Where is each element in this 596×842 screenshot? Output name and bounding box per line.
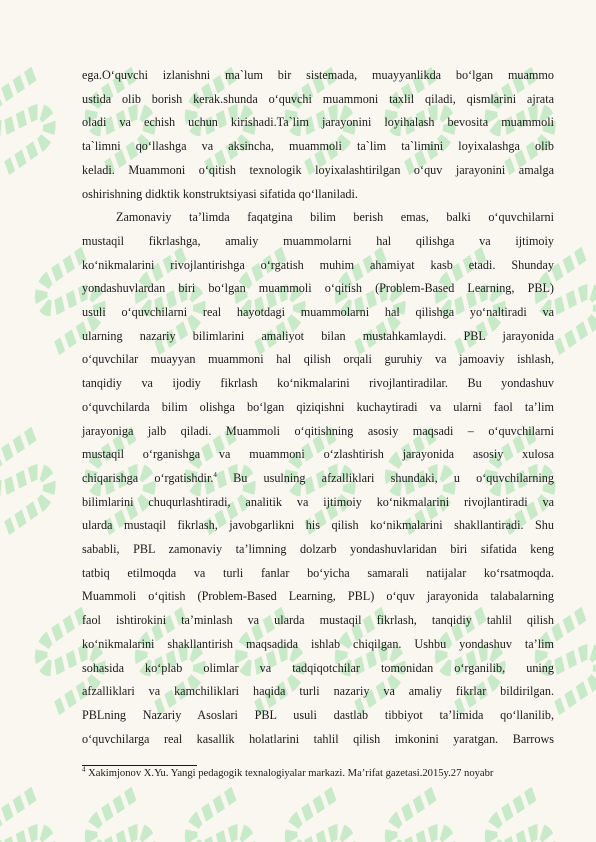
text-line: sababli, PBL zamonaviy ta’limning dolzarb yondashuvlaridan biri sifatida keng <box>82 542 554 557</box>
watermark-glyph <box>485 794 556 842</box>
footnote-marker: 4 <box>82 765 86 774</box>
text-line: ko‘nikmalarini shakllantirish maqsadida ishlab chiqilgan. Ushbu yondashuv ta’lim <box>82 636 554 651</box>
text-line: jarayoniga jalb qiladi. Muammoli o‘qitishning asosiy maqsadi – o‘quvchilarni <box>82 423 554 438</box>
text-line: ega.O‘quvchi izlanishni ma`lum bir sistemada, muayyanlikda bo‘lgan muammo <box>82 68 554 82</box>
text-line: ularda mustaqil fikrlash, javobgarlikni his qilish ko‘nikmalarini shakllantiradi. Shu <box>82 518 554 533</box>
watermark-glyph <box>85 794 156 842</box>
watermark-glyph <box>185 794 256 842</box>
paragraph-2 <box>82 206 554 751</box>
footnote-ref: 4 <box>213 470 217 479</box>
text-line: Zamonaviy ta’limda faqatgina bilim berish emas, balki o‘quvchilarni <box>116 210 554 225</box>
text-line: faol ishtirokini ta’minlash va ularda mustaqil fikrlash, tanqidiy tahlil qilish <box>82 613 554 628</box>
document-page <box>82 64 554 751</box>
footnote-text: Xakimjonov X.Yu. Yangi pedagogik texnalogiyalar markazi. Ma’rifat gazetasi.2015y.27 noyabr <box>88 768 494 779</box>
text-line: keladi. Muammoni o‘qitish texnologik loyixalashtirilgan o‘quv jarayonini amalga <box>82 162 554 177</box>
watermark-glyph <box>285 794 356 842</box>
text-line: bilimlarini chuqurlashtiradi, analitik va ijtimoiy ko‘nikmalarini rivojlantiradi va <box>82 494 554 509</box>
watermark-glyph <box>0 74 56 169</box>
watermark-glyph <box>0 434 56 529</box>
text-line: ko‘nikmalarini rivojlantirishga o‘rgatish muhim ahamiyat kasb etadi. Shunday <box>82 257 554 272</box>
text-line-head: chiqarishga o‘rgatishdir. <box>82 470 214 485</box>
text-line: sohasida ko‘plab olimlar va tadqiqotchilar tomonidan o‘rganilib, uning <box>82 660 554 675</box>
footnote <box>82 767 554 781</box>
text-line: o‘quvchilarga real kasallik holatlarini tahlil qilish imkonini yaratgan. Barrows <box>82 731 554 746</box>
text-line: mustaqil fikrlashga, amaliy muammolarni hal qilishga va ijtimoiy <box>82 233 554 248</box>
text-line-tail: Bu usulning afzalliklari shundaki, u o‘quvchilarning <box>216 470 554 485</box>
text-line: Muammoli o‘qitish (Problem-Based Learning, PBL) o‘quv jarayonida talabalarning <box>82 589 554 604</box>
text-line: oladi va echish uchun kirishadi.Ta`lim jarayonini loyihalash bevosita muammoli <box>82 115 554 130</box>
text-line: tanqidiy va ijodiy fikrlash ko‘nikmalarini rivojlantiradilar. Bu yondashuv <box>82 376 554 391</box>
watermark-glyph <box>385 794 456 842</box>
text-line: o‘quvchilarda bilim olishga bo‘lgan qiziqishni kuchaytiradi va ularni faol ta’lim <box>82 399 554 414</box>
text-line: ularning nazariy bilimlarini amaliyot bilan mustahkamlaydi. PBL jarayonida <box>82 328 554 343</box>
footnote-divider <box>82 765 197 766</box>
text-line: ustida olib borish kerak.shunda o‘quvchi muammoni taxlil qiladi, qismlarini ajrata <box>82 91 554 106</box>
text-line: ta`limni qo‘llashga va aksincha, muammoli ta`lim ta`limini loyixalashga olib <box>82 139 554 154</box>
text-line <box>82 467 554 491</box>
text-line: usuli o‘quvchilarni real hayotdagi muammolarni hal qilishga yo‘naltiradi va <box>82 305 554 320</box>
paragraph-1 <box>82 64 554 206</box>
text-line: tatbiq etilmoqda va turli fanlar bo‘yicha samarali natijalar ko‘rsatmoqda. <box>82 565 554 580</box>
text-line: yondashuvlardan biri bo‘lgan muammoli o‘qitish (Problem-Based Learning, PBL) <box>82 281 554 296</box>
text-line: PBLning Nazariy Asoslari PBL usuli dastlab tibbiyot ta’limida qo‘llanilib, <box>82 707 554 722</box>
text-line: afzalliklari va kamchiliklari haqida turli nazariy va amaliy fikrlar bildirilgan. <box>82 684 554 699</box>
watermark-glyph <box>0 794 56 842</box>
text-line: oshirishning didktik konstruktsiyasi sifatida qo‘llaniladi. <box>82 186 358 201</box>
text-line: o‘quvchilar muayyan muammoni hal qilish orqali guruhiy va jamoaviy ishlash, <box>82 352 554 367</box>
text-line: mustaqil o‘rganishga va muammoni o‘zlashtirish jarayonida asosiy xulosa <box>82 447 554 462</box>
